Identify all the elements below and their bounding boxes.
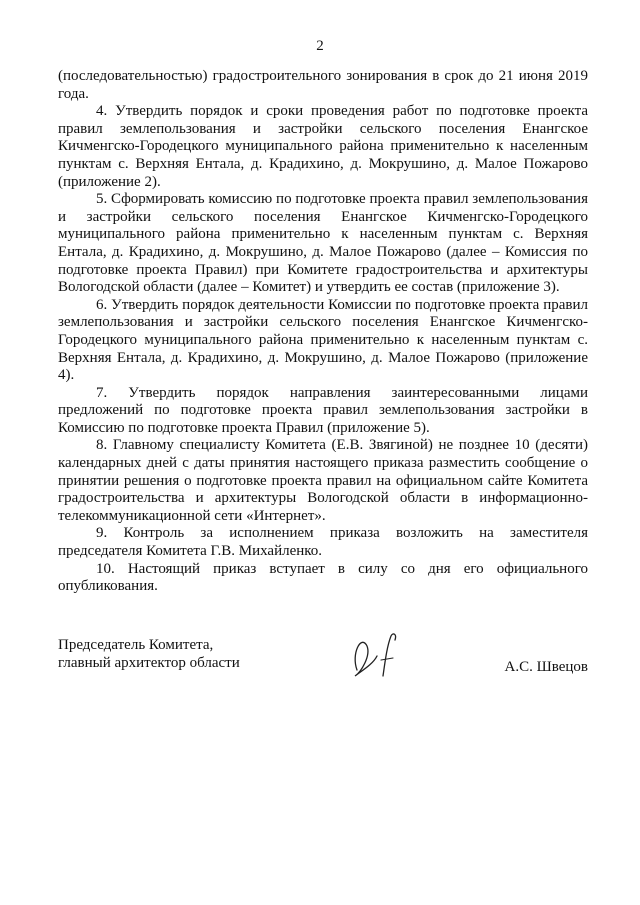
paragraph-item-8: 8. Главному специалисту Комитета (Е.В. Звягиной) не позднее 10 (десяти) календарных дней с даты принятия настоящего приказа разместить сообщение о принятии решения о подготовке проекта правил на официальном сайте Комитета градостроительства и архитектуры Вологодской области в информационно-телекоммуникационной сети «Интернет». xyxy=(58,437,588,524)
paragraph-item-9: 9. Контроль за исполнением приказа возложить на заместителя председателя Комитета Г.В. Михайленко. xyxy=(58,525,588,560)
page-number: 2 xyxy=(316,38,324,54)
paragraph-item-5: 5. Сформировать комиссию по подготовке проекта правил землепользования и застройки сельского поселения Енангское Кичменгско-Городецкого муниципального района применительно к населенным пунктам с. Верхняя Ентала, д. Крадихино, д. Мокрушино, д. Малое Пожарово (далее – Комиссия по подготовке проекта Правил) при Комитете градостроительства и архитектуры Вологодской области (далее – Комитет) и утвердить ее состав (приложение 3). xyxy=(58,191,588,296)
paragraph-item-10: 10. Настоящий приказ вступает в силу со дня его официального опубликования. xyxy=(58,560,588,595)
paragraph-item-7: 7. Утвердить порядок направления заинтересованными лицами предложений по подготовке проекта правил землепользования застройки в Комиссию по подготовке проекта Правил (приложение 5). xyxy=(58,384,588,436)
signatory-name: А.С. Швецов xyxy=(504,659,588,675)
document-body xyxy=(58,68,588,596)
handwritten-signature xyxy=(343,624,413,694)
signatory-title-line-1: Председатель Комитета, xyxy=(58,637,214,653)
paragraph-item-6: 6. Утвердить порядок деятельности Комиссии по подготовке проекта правил землепользования и застройки сельского поселения Енангское Кичменгско-Городецкого муниципального района применительно к населенным пунктам с. Верхняя Ентала, д. Крадихино, д. Мокрушино, д. Малое Пожарово (приложение 4). xyxy=(58,296,588,384)
paragraph-item-4: 4. Утвердить порядок и сроки проведения работ по подготовке проекта правил землепользования и застройки сельского поселения Енангское Кичменгско-Городецкого муниципального района применительно к населенным пунктам с. Верхняя Ентала, д. Крадихино, д. Мокрушино, д. Малое Пожарово (приложение 2). xyxy=(58,103,588,190)
signatory-title xyxy=(58,636,318,672)
paragraph-continuation: (последовательностью) градостроительного зонирования в срок до 21 июня 2019 года. xyxy=(58,68,588,102)
signatory-title-line-2: главный архитектор области xyxy=(58,655,240,671)
